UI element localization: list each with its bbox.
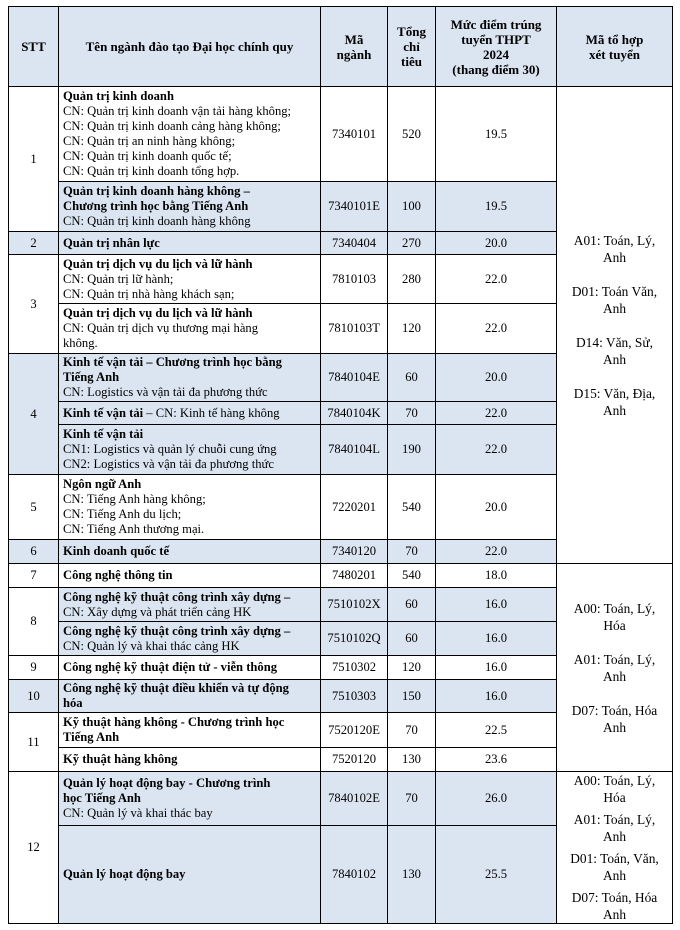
table-row [9, 87, 673, 182]
program-code-cell: 7220201 [321, 475, 388, 540]
score-cell: 16.0 [436, 622, 557, 656]
score-cell: 22.5 [436, 713, 557, 748]
program-name-cell: Công nghệ kỹ thuật công trình xây dựng – CN: Quản lý và khai thác cảng HK [59, 622, 321, 656]
header-combo: Mã tổ hợp xét tuyển [557, 7, 673, 87]
program-name-cell: Công nghệ kỹ thuật điều khiển và tự động hóa [59, 680, 321, 713]
program-name-cell: Kinh tế vận tải – CN: Kinh tế hàng không [59, 402, 321, 425]
quota-cell: 520 [388, 87, 436, 182]
quota-cell: 60 [388, 588, 436, 622]
header-quota: Tổng chỉ tiêu [388, 7, 436, 87]
stt-cell: 3 [9, 255, 59, 354]
program-name-cell: Quản lý hoạt động bay [59, 825, 321, 923]
program-name-cell: Công nghệ kỹ thuật công trình xây dựng – CN: Xây dựng và phát triển cảng HK [59, 588, 321, 622]
score-cell: 26.0 [436, 772, 557, 826]
stt-cell: 4 [9, 354, 59, 475]
program-code-cell: 7810103T [321, 304, 388, 354]
program-code-cell: 7840104L [321, 425, 388, 475]
quota-cell: 280 [388, 255, 436, 304]
stt-cell: 1 [9, 87, 59, 232]
stt-cell: 9 [9, 656, 59, 680]
stt-cell: 11 [9, 713, 59, 772]
stt-cell: 2 [9, 232, 59, 255]
score-cell: 16.0 [436, 680, 557, 713]
header-code: Mã ngành [321, 7, 388, 87]
table-row [9, 772, 673, 826]
quota-cell: 60 [388, 622, 436, 656]
quota-cell: 130 [388, 748, 436, 772]
score-cell: 22.0 [436, 425, 557, 475]
header-stt: STT [9, 7, 59, 87]
table-header-row [9, 7, 673, 87]
quota-cell: 120 [388, 304, 436, 354]
quota-cell: 100 [388, 182, 436, 232]
quota-cell: 150 [388, 680, 436, 713]
program-code-cell: 7340120 [321, 540, 388, 564]
combo-cell-group3: A00: Toán, Lý, Hóa A01: Toán, Lý, Anh D01: Toán, Văn, Anh D07: Toán, Hóa Anh [557, 772, 673, 924]
program-code-cell: 7520120E [321, 713, 388, 748]
stt-cell: 7 [9, 564, 59, 588]
stt-cell: 12 [9, 772, 59, 924]
program-code-cell: 7510102Q [321, 622, 388, 656]
quota-cell: 120 [388, 656, 436, 680]
score-cell: 18.0 [436, 564, 557, 588]
program-code-cell: 7510302 [321, 656, 388, 680]
score-cell: 22.0 [436, 255, 557, 304]
combo-cell-group1: A01: Toán, Lý, Anh D01: Toán Văn, Anh D14: Văn, Sử, Anh D15: Văn, Địa, Anh [557, 87, 673, 564]
program-code-cell: 7810103 [321, 255, 388, 304]
score-cell: 25.5 [436, 825, 557, 923]
program-name-cell: Kinh doanh quốc tế [59, 540, 321, 564]
stt-cell: 5 [9, 475, 59, 540]
program-name-cell: Kinh tế vận tải – Chương trình học bằng Tiếng Anh CN: Logistics và vận tải đa phương thức [59, 354, 321, 402]
admission-scores-table [8, 6, 673, 924]
program-code-cell: 7520120 [321, 748, 388, 772]
quota-cell: 70 [388, 540, 436, 564]
score-cell: 22.0 [436, 402, 557, 425]
program-name-cell: Kinh tế vận tải CN1: Logistics và quản lý chuỗi cung ứng CN2: Logistics và vận tải đa phương thức [59, 425, 321, 475]
header-name: Tên ngành đào tạo Đại học chính quy [59, 7, 321, 87]
program-code-cell: 7340404 [321, 232, 388, 255]
stt-cell: 6 [9, 540, 59, 564]
score-cell: 16.0 [436, 656, 557, 680]
quota-cell: 270 [388, 232, 436, 255]
program-code-cell: 7510102X [321, 588, 388, 622]
stt-cell: 10 [9, 680, 59, 713]
score-cell: 19.5 [436, 182, 557, 232]
program-name-cell: Công nghệ thông tin [59, 564, 321, 588]
program-name-cell: Quản trị kinh doanh CN: Quản trị kinh doanh vận tải hàng không; CN: Quản trị kinh doanh cảng hàng không; CN: Quản trị an ninh hàng không; CN: Quản trị kinh doanh quốc tế; CN: Quản trị kinh doanh tổng hợp. [59, 87, 321, 182]
combo-cell-group2: A00: Toán, Lý, Hóa A01: Toán, Lý, Anh D07: Toán, Hóa Anh [557, 564, 673, 772]
quota-cell: 60 [388, 354, 436, 402]
program-name-cell: Công nghệ kỹ thuật điện tử - viễn thông [59, 656, 321, 680]
program-name-cell: Quản trị nhân lực [59, 232, 321, 255]
program-code-cell: 7840104K [321, 402, 388, 425]
quota-cell: 540 [388, 475, 436, 540]
score-cell: 20.0 [436, 475, 557, 540]
program-code-cell: 7840102E [321, 772, 388, 826]
quota-cell: 70 [388, 713, 436, 748]
program-code-cell: 7840104E [321, 354, 388, 402]
program-name-cell: Quản trị dịch vụ du lịch và lữ hành CN: Quản trị dịch vụ thương mại hàng không. [59, 304, 321, 354]
quota-cell: 130 [388, 825, 436, 923]
program-code-cell: 7340101 [321, 87, 388, 182]
header-score: Mức điểm trúng tuyển THPT 2024 (thang điểm 30) [436, 7, 557, 87]
score-cell: 16.0 [436, 588, 557, 622]
score-cell: 20.0 [436, 232, 557, 255]
program-name-cell: Kỹ thuật hàng không [59, 748, 321, 772]
program-name-cell: Ngôn ngữ Anh CN: Tiếng Anh hàng không; CN: Tiếng Anh du lịch; CN: Tiếng Anh thương mại. [59, 475, 321, 540]
score-cell: 22.0 [436, 304, 557, 354]
program-code-cell: 7480201 [321, 564, 388, 588]
quota-cell: 540 [388, 564, 436, 588]
quota-cell: 70 [388, 772, 436, 826]
program-name-cell: Kỹ thuật hàng không - Chương trình học Tiếng Anh [59, 713, 321, 748]
score-cell: 20.0 [436, 354, 557, 402]
table-row [9, 564, 673, 588]
stt-cell: 8 [9, 588, 59, 656]
quota-cell: 70 [388, 402, 436, 425]
program-name-cell: Quản trị kinh doanh hàng không – Chương trình học bằng Tiếng Anh CN: Quản trị kinh doanh hàng không [59, 182, 321, 232]
score-cell: 22.0 [436, 540, 557, 564]
quota-cell: 190 [388, 425, 436, 475]
score-cell: 19.5 [436, 87, 557, 182]
score-cell: 23.6 [436, 748, 557, 772]
program-name-cell: Quản lý hoạt động bay - Chương trình học Tiếng Anh CN: Quản lý và khai thác bay [59, 772, 321, 826]
program-code-cell: 7840102 [321, 825, 388, 923]
program-name-cell: Quản trị dịch vụ du lịch và lữ hành CN: Quản trị lữ hành; CN: Quản trị nhà hàng khách sạn; [59, 255, 321, 304]
program-code-cell: 7340101E [321, 182, 388, 232]
program-code-cell: 7510303 [321, 680, 388, 713]
